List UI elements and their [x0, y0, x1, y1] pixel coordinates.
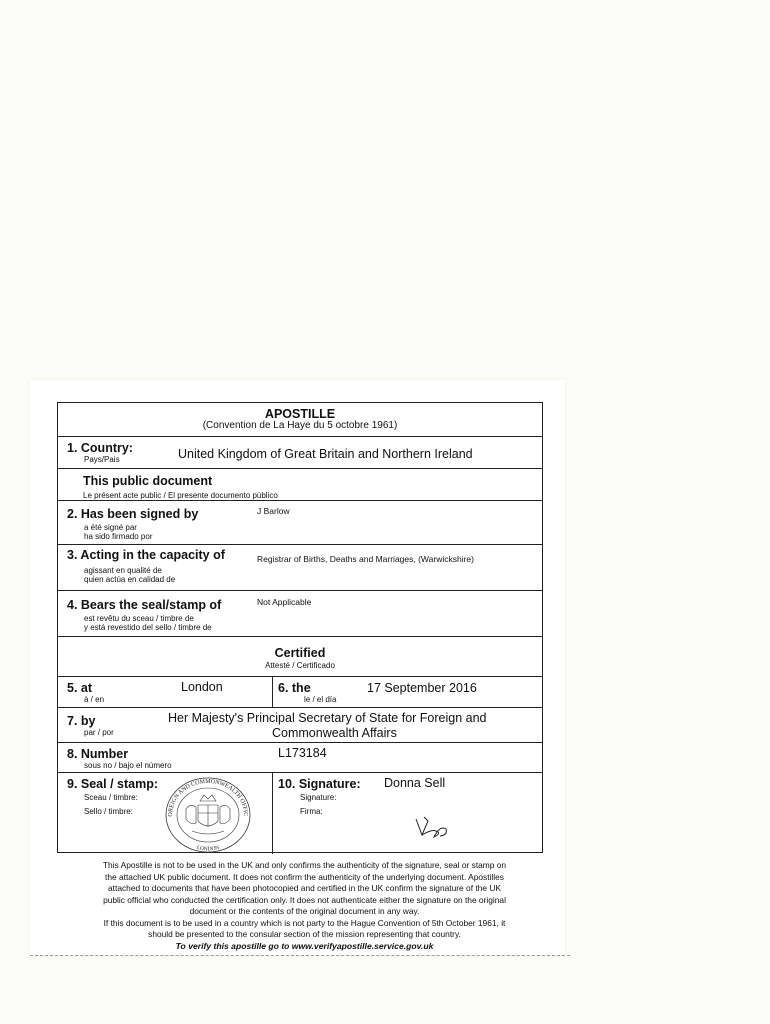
seal-signature-row [58, 773, 542, 854]
signed-by-sub-es: ha sido firmado por [84, 532, 153, 541]
certified-row [58, 637, 542, 677]
handwritten-signature-icon [412, 811, 452, 841]
seal-stamp-sub-fr: Sceau / timbre: [84, 793, 138, 802]
number-row [58, 743, 542, 773]
public-document-row [58, 469, 542, 501]
signed-by-row [58, 501, 542, 545]
seal-stamp-sub-es: Sello / timbre: [84, 807, 133, 816]
footer-line: This Apostille is not to be used in the UK and only confirms the authenticity of the signature, seal or stamp on [102, 860, 507, 870]
signed-by-sub-fr: a été signé par [84, 523, 137, 532]
signature-value: Donna Sell [384, 776, 446, 790]
seal-signature-divider [272, 773, 273, 854]
country-sub: Pays/Pais [84, 455, 120, 464]
date-sub: le / el día [304, 695, 337, 704]
capacity-sub-fr: agissant en qualité de [84, 566, 162, 575]
capacity-value: Registrar of Births, Deaths and Marriages, (Warwickshire) [257, 554, 474, 564]
convention-text: (Convention de La Haye du 5 octobre 1961) [202, 420, 398, 431]
seal-of-value: Not Applicable [257, 597, 312, 607]
footer-line: attached to documents that have been photocopied and certified in the UK confirm the signature of the UK [108, 883, 501, 893]
signed-by-value: J Barlow [257, 506, 290, 516]
footer-line: document or the contents of the original document in any way. [189, 906, 420, 916]
place-date-row [58, 677, 542, 708]
number-value: L173184 [278, 746, 327, 760]
official-seal-icon [158, 775, 258, 855]
capacity-row [58, 545, 542, 591]
at-value: London [181, 680, 223, 694]
date-value: 17 September 2016 [367, 681, 477, 695]
signature-sub-fr: Signature: [300, 793, 337, 802]
country-label: 1. Country: [67, 441, 133, 455]
signature-label: 10. Signature: [278, 777, 361, 791]
seal-of-label: 4. Bears the seal/stamp of [67, 598, 222, 612]
svg-text:LONDON [196, 845, 220, 853]
header-row [58, 403, 542, 437]
apostille-sheet [30, 380, 565, 955]
seal-text-bottom: LONDON [195, 844, 221, 853]
capacity-label: 3. Acting in the capacity of [67, 548, 225, 562]
certified-label: Certified [274, 646, 326, 660]
footer-line: public official who conducted the certification only. It does not authenticate either the signature on the original [103, 894, 506, 905]
signature-sub-es: Firma: [300, 807, 323, 816]
at-sub: à / en [84, 695, 105, 704]
by-row [58, 708, 542, 743]
at-label: 5. at [67, 681, 93, 695]
by-sub: par / por [84, 728, 114, 737]
document-title: APOSTILLE [264, 407, 336, 421]
country-value: United Kingdom of Great Britain and Northern Ireland [178, 447, 473, 461]
footer-notice [52, 860, 557, 952]
place-date-divider [272, 677, 273, 707]
apostille-form [57, 402, 543, 853]
footer-line: should be presented to the consular section of the mission representing that country. [148, 929, 461, 939]
certified-sub: Attesté / Certificado [265, 661, 335, 670]
seal-of-sub-fr: est revêtu du sceau / timbre de [84, 614, 194, 623]
public-document-label: This public document [83, 474, 213, 488]
page-edge-line [30, 955, 570, 956]
signed-by-label: 2. Has been signed by [67, 507, 199, 521]
seal-text-top: OREIGN AND COMMONWEALTH OFFIC [167, 778, 249, 817]
country-row [58, 437, 542, 469]
footer-line: If this document is to be used in a country which is not party to the Hague Convention of 5th October 1961, it [103, 917, 506, 928]
public-document-sub: Le présent acte public / El presente documento público [83, 491, 278, 500]
by-label: 7. by [67, 714, 96, 728]
capacity-sub-es: quien actúa en calidad de [84, 575, 176, 584]
seal-of-sub-es: y está revestido del sello / timbre de [84, 623, 212, 632]
number-label: 8. Number [67, 747, 129, 761]
number-sub: sous no / bajo el número [84, 761, 172, 770]
seal-of-row [58, 591, 542, 637]
seal-stamp-label: 9. Seal / stamp: [67, 777, 159, 791]
footer-line: the attached UK public document. It does not confirm the authenticity of the underlying document. Apostilles [105, 871, 504, 882]
by-value-line1: Her Majesty's Principal Secretary of State for Foreign and [168, 711, 487, 725]
verify-link[interactable]: To verify this apostille go to www.verifyapostille.service.gov.uk [175, 940, 434, 951]
by-value-line2: Commonwealth Affairs [272, 726, 397, 740]
date-label: 6. the [278, 681, 311, 695]
